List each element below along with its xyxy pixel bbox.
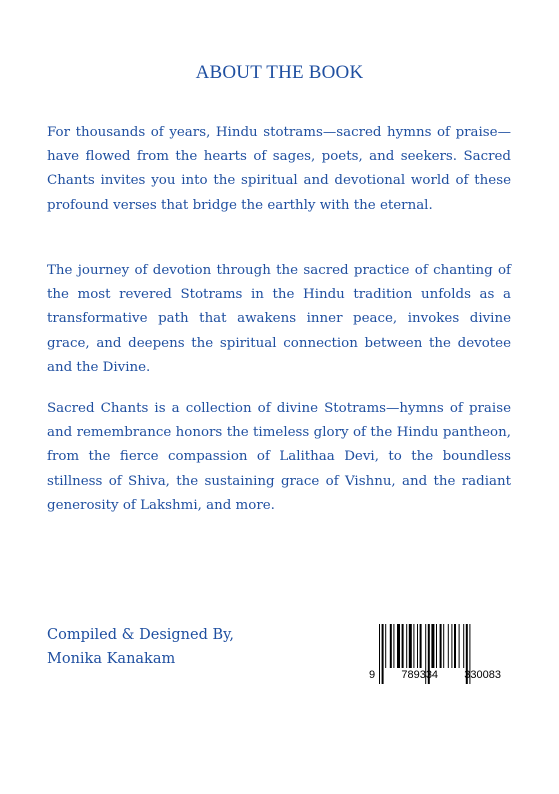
barcode-bar: [454, 624, 456, 668]
barcode-bar: [436, 624, 437, 668]
barcode-bar: [409, 624, 412, 668]
isbn-number: [367, 669, 503, 681]
page-title: ABOUT THE BOOK: [195, 62, 364, 83]
barcode-bar: [459, 624, 460, 668]
barcode-bar: [393, 624, 394, 668]
barcode-bar: [397, 624, 400, 668]
barcode-bar: [440, 624, 442, 668]
credit-label: Compiled & Designed By,: [47, 627, 235, 643]
author-name: Monika Kanakam: [47, 651, 176, 667]
credit-block: [47, 623, 234, 671]
isbn-right-group: 330083: [464, 669, 501, 681]
barcode-bar: [431, 624, 434, 668]
about-paragraph-2: The journey of devotion through the sacred practice of chanting of the most revered Stotrams in the Hindu tradition unfolds as a transformative path that awakens inner peace, invokes divine grace, and deepens the spiritual connection between the devotee and the Divine.: [47, 263, 511, 375]
barcode-bar: [463, 624, 464, 668]
barcode-bar: [420, 624, 422, 668]
about-paragraph-3: Sacred Chants is a collection of divine Stotrams—hymns of praise and remembrance honors the timeless glory of the Hindu pantheon, from the fierce compassion of Lalithaa Devi, to the boundless stillness of Shiva, the sustaining grace of Vishnu, and the radiant generosity of Lakshmi, and more.: [47, 401, 511, 513]
barcode-bar: [451, 624, 452, 668]
barcode-bar: [385, 624, 386, 668]
isbn-left-group: 789334: [401, 669, 439, 681]
barcode-bar: [406, 624, 407, 668]
barcode-bar: [402, 624, 404, 668]
barcode-bar: [413, 624, 414, 668]
barcode-bar: [448, 624, 449, 668]
isbn-first-digit: 9: [369, 669, 376, 681]
barcode-bar: [390, 624, 392, 668]
barcode-bar: [417, 624, 418, 668]
barcode-bar: [443, 624, 444, 668]
about-paragraph-1: For thousands of years, Hindu stotrams—sacred hymns of praise—have flowed from the hearts of sages, poets, and seekers. Sacred Chants invites you into the spiritual and devotional world of these profound verses that bridge the earthly with the eternal.: [47, 125, 511, 213]
